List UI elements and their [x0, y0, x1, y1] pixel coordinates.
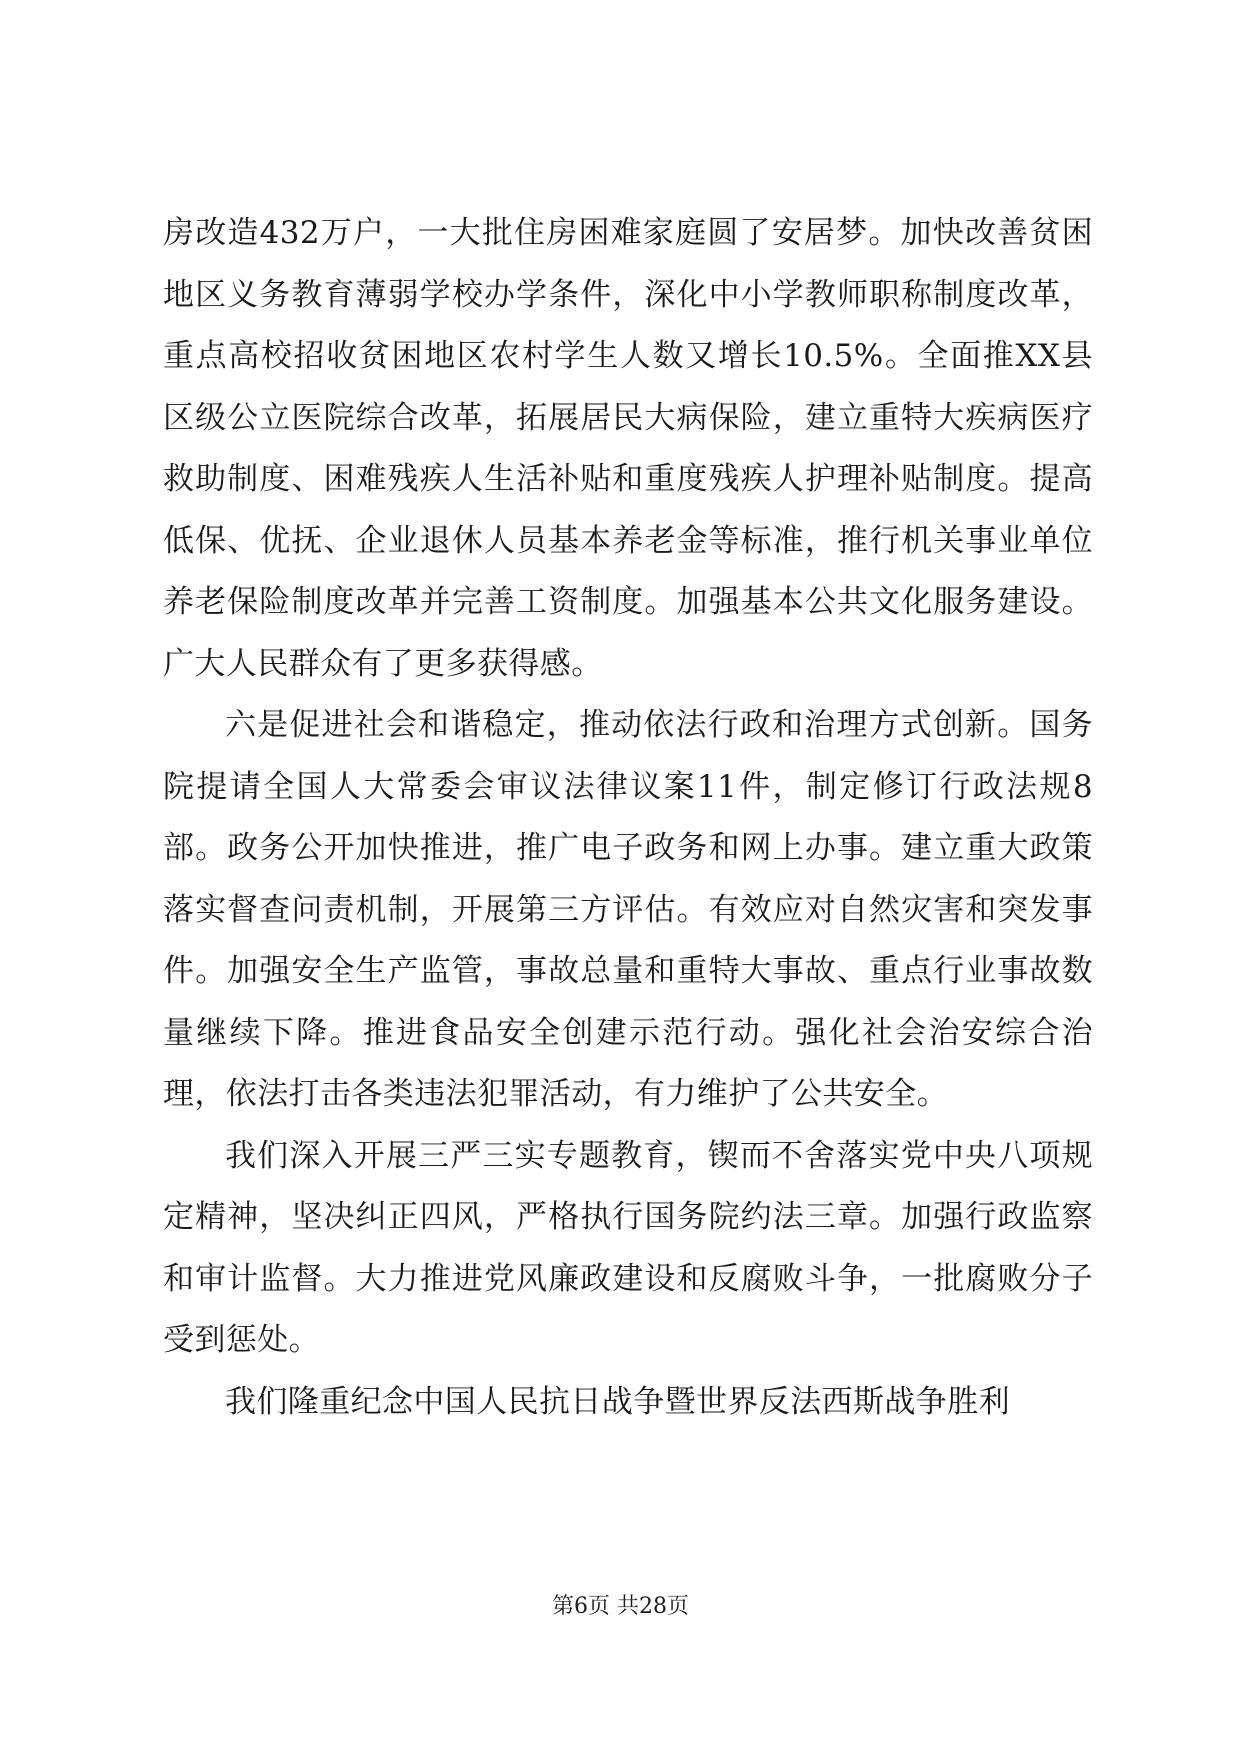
- paragraph-social-stability: 六是促进社会和谐稳定，推动依法行政和治理方式创新。国务院提请全国人大常委会审议法律议案11件，制定修订行政法规8部。政务公开加快推进，推广电子政务和网上办事。建立重大政策落实督查问责机制，开展第三方评估。有效应对自然灾害和突发事件。加强安全生产监管，事故总量和重特大事故、重点行业事故数量继续下降。推进食品安全创建示范行动。强化社会治安综合治理，依法打击各类违法犯罪活动，有力维护了公共安全。: [163, 707, 1093, 1112]
- paragraph-party-discipline: 我们深入开展三严三实专题教育，锲而不舍落实党中央八项规定精神，坚决纠正四风，严格执行国务院约法三章。加强行政监察和审计监督。大力推进党风廉政建设和反腐败斗争，一批腐败分子受到惩处。: [163, 1137, 1093, 1358]
- paragraph-housing-education-health: 房改造432万户，一大批住房困难家庭圆了安居梦。加快改善贫困地区义务教育薄弱学校办学条件，深化中小学教师职称制度改革，重点高校招收贫困地区农村学生人数又增长10.5%。全面推XX县区级公立医院综合改革，拓展居民大病保险，建立重特大疾病医疗救助制度、困难残疾人生活补贴和重度残疾人护理补贴制度。提高低保、优抚、企业退休人员基本养老金等标准，推行机关事业单位养老保险制度改革并完善工资制度。加强基本公共文化服务建设。广大人民群众有了更多获得感。: [163, 215, 1093, 682]
- paragraph-commemoration: 我们隆重纪念中国人民抗日战争暨世界反法西斯战争胜利: [225, 1383, 1010, 1420]
- page-number-footer: 第6页 共28页: [552, 1594, 689, 1619]
- document-body: [163, 203, 1093, 1433]
